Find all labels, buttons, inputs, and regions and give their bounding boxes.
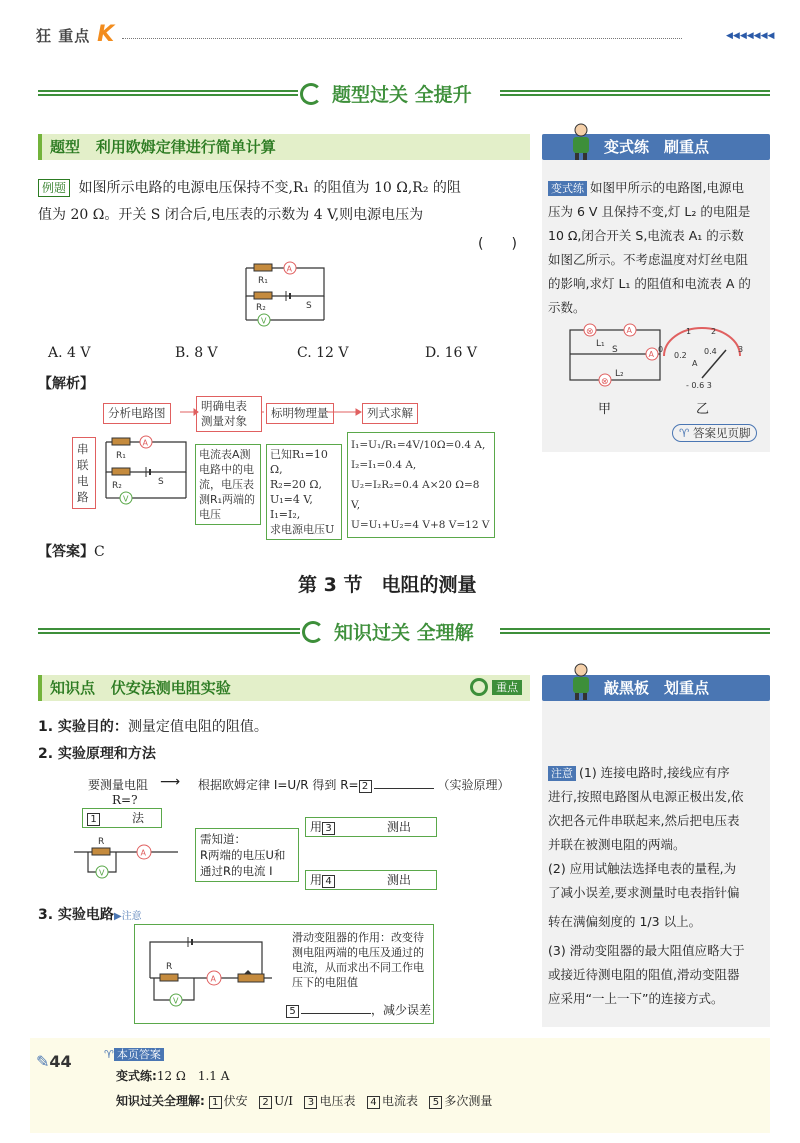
svg-text:L₂: L₂	[615, 369, 624, 379]
option-b[interactable]: B. 8 V	[175, 345, 218, 361]
svg-text:R: R	[166, 962, 173, 972]
note-tag: ▶注意	[113, 911, 142, 922]
side1-line: 10 Ω,闭合开关 S,电流表 A₁ 的示数	[548, 228, 744, 243]
svg-text:R₂: R₂	[112, 481, 122, 491]
knowledge-item1	[38, 716, 268, 736]
col3-line: U₁=4 V,	[270, 493, 313, 506]
brand-text: 狂 重点	[36, 27, 91, 45]
student-icon	[566, 122, 596, 160]
topic2-title: 伏安法测电阻实验	[110, 679, 231, 697]
swirl-icon	[300, 83, 322, 105]
answers-line1	[116, 1067, 229, 1084]
col3-line: 求电源电压U	[270, 523, 335, 536]
section2-title: 知识过关 全理解	[330, 622, 478, 644]
section1-title: 题型过关 全提升	[328, 84, 476, 106]
svg-text:R₁: R₁	[116, 451, 126, 461]
analysis-col4	[347, 432, 495, 538]
side1-line: 如图甲所示的电路图,电源电	[590, 180, 744, 195]
item1-text: 测量定值电阻的阻值。	[127, 719, 268, 735]
item3-line	[38, 904, 142, 924]
col3-line: R₂=20 Ω,	[270, 478, 323, 491]
use4-box	[305, 870, 437, 890]
answers-line2-label: 知识过关全理解:	[116, 1094, 205, 1108]
topic1-title: 利用欧姆定律进行简单计算	[95, 138, 276, 156]
side1-title: 变式练 刷重点	[604, 138, 710, 156]
series-circuit-label: 串联电路	[72, 437, 96, 509]
svg-text:0: 0	[658, 345, 664, 354]
page-number-text: 44	[49, 1052, 72, 1071]
section2-band	[38, 628, 300, 634]
blank-5: 5	[286, 1005, 299, 1018]
fig-b-label: 乙	[696, 402, 710, 417]
svg-text:- 0.6 3: - 0.6 3	[686, 381, 712, 390]
answer-1: 伏安	[223, 1094, 248, 1108]
need-u: R两端的电压U和	[200, 848, 286, 862]
blank-2: 2	[359, 780, 372, 793]
svg-text:R₂: R₂	[256, 303, 266, 313]
use3-post: 测出	[387, 820, 412, 834]
fig-a-label: 甲	[598, 402, 612, 417]
side2-line: 次把各元件串联起来,然后把电压表	[548, 813, 740, 828]
svg-text:⊗: ⊗	[601, 377, 609, 387]
answers-label	[104, 1046, 164, 1062]
answer-num-3: 3	[304, 1096, 317, 1109]
svg-text:3: 3	[738, 345, 744, 354]
ohm-text	[198, 776, 509, 793]
svg-text:A: A	[692, 359, 698, 368]
answers-label-text: 本页答案	[114, 1048, 164, 1061]
header-divider	[122, 38, 682, 39]
svg-text:0.2: 0.2	[674, 351, 687, 360]
experiment-circuit	[140, 930, 280, 1020]
page-number	[36, 1052, 72, 1071]
answer-num-5: 5	[429, 1096, 442, 1109]
svg-text:L₁: L₁	[596, 339, 605, 349]
header-arrows: ◀◀◀◀◀◀◀	[726, 31, 775, 41]
side1-line: 示数。	[548, 300, 586, 315]
side2-body	[548, 761, 770, 1011]
item3-label: 3. 实验电路	[38, 907, 114, 923]
rheostat-note: 滑动变阻器的作用：改变待测电阻两端的电压及通过的电流，从而求出不同工作电压下的电阻值	[292, 931, 424, 989]
pin-icon: ♈	[104, 1048, 114, 1061]
side2-line: (2) 应用试触法选择电表的量程,为	[548, 861, 737, 876]
answer-2: U/I	[274, 1094, 294, 1108]
topic2-label: 知识点	[50, 679, 96, 697]
see-answer-text: 答案见页脚	[692, 426, 751, 440]
example-circuit	[240, 258, 330, 332]
svg-text:V: V	[123, 494, 129, 504]
option-d[interactable]: D. 16 V	[425, 345, 478, 361]
answer-blank: ( )	[478, 236, 517, 252]
use4-post: 测出	[387, 873, 412, 887]
side1-line: 如图乙所示。不考虑温度对灯丝电阻	[548, 252, 749, 267]
analysis-circuit	[100, 432, 192, 512]
use3-pre: 用	[310, 820, 323, 834]
svg-text:V: V	[173, 996, 179, 1006]
blank-4: 4	[322, 875, 335, 888]
blank-3: 3	[322, 822, 335, 835]
svg-text:0.4: 0.4	[704, 347, 717, 356]
ammeter-dial-figure	[656, 326, 748, 396]
principle-circuit	[74, 834, 184, 884]
section2-band-right	[500, 628, 770, 634]
method-box	[82, 808, 162, 828]
svg-text:V: V	[99, 868, 105, 878]
answer-5: 多次测量	[444, 1094, 493, 1108]
answers-line2	[116, 1092, 492, 1109]
section1-band	[38, 90, 298, 96]
answer-num-2: 2	[259, 1096, 272, 1109]
principle-label: （实验原理）	[437, 778, 510, 792]
svg-text:V: V	[261, 316, 267, 326]
col3-line: I₁=I₂,	[270, 508, 301, 521]
arrow-right-icon: ⟶	[160, 774, 181, 790]
answers-line1-value: 12 Ω 1.1 A	[156, 1069, 230, 1083]
flow-step-4: 列式求解	[362, 403, 418, 424]
section1-title-wrap	[300, 80, 476, 106]
item1-label: 1. 实验目的：	[38, 719, 128, 735]
section1-band-right	[500, 90, 770, 96]
side2-title: 敲黑板 划重点	[604, 679, 710, 697]
side2-line: 并联在被测电阻的两端。	[548, 837, 686, 852]
key-point-label: 重点	[492, 680, 522, 695]
svg-text:2: 2	[711, 327, 717, 336]
pin-icon: ♈	[679, 426, 690, 440]
topic2-bar	[38, 675, 530, 701]
topic1-label: 题型	[50, 138, 81, 156]
answer-label: 【答案】	[38, 544, 94, 560]
answer-3: 电压表	[319, 1094, 356, 1108]
target-icon	[470, 678, 488, 696]
side1-tag: 变式练	[548, 181, 587, 196]
side2-line: (1) 连接电路时,接线应有序	[579, 765, 730, 780]
brand-k: K	[97, 22, 116, 47]
answer-line	[38, 541, 105, 561]
section-heading: 第 3 节 电阻的测量	[298, 574, 477, 596]
swirl-icon	[302, 621, 324, 643]
svg-text:A: A	[286, 264, 292, 274]
side2-line: 或接近待测电阻的阻值,滑动变阻器	[548, 967, 740, 982]
key-point-badge	[470, 678, 522, 698]
see-answer-badge	[672, 424, 757, 442]
col4-line: I₁=U₁/R₁=4V/10Ω=0.4 A,	[351, 439, 486, 451]
side2-line: 转在满偏刻度的 1/3 以上。	[548, 914, 702, 929]
svg-text:S: S	[306, 301, 312, 311]
answer-4: 电流表	[381, 1094, 418, 1108]
svg-text:A: A	[210, 974, 216, 984]
topic1-bar	[38, 134, 530, 160]
side2-line: (3) 滑动变阻器的最大阻值应略大于	[548, 943, 745, 958]
need-label: 需知道：	[200, 832, 246, 846]
side1-circuit-figure	[560, 322, 670, 394]
blank5-line	[286, 1001, 431, 1018]
analysis-col2: 电流表A测电路中的电流，电压表测R₁两端的电压	[195, 444, 261, 525]
flow-step-3: 标明物理量	[266, 403, 334, 424]
use3-box	[305, 817, 437, 837]
analysis-label: 【解析】	[38, 376, 94, 392]
measure-question: R=?	[112, 793, 138, 807]
item2-label: 2. 实验原理和方法	[38, 746, 156, 762]
svg-text:S: S	[158, 477, 164, 487]
col4-line: U=U₁+U₂=4 V+8 V=12 V	[351, 519, 490, 531]
option-a[interactable]: A. 4 V	[48, 345, 91, 361]
answer-num-4: 4	[367, 1096, 380, 1109]
svg-text:R: R	[98, 837, 105, 847]
side2-tag: 注意	[548, 766, 576, 781]
need-box	[195, 828, 299, 882]
teacher-icon	[566, 662, 596, 700]
answer-num-1: 1	[209, 1096, 222, 1109]
side1-line: 的影响,求灯 L₁ 的阻值和电流表 A 的	[548, 276, 751, 291]
svg-text:S: S	[612, 345, 618, 355]
example-tag: 例题	[38, 179, 70, 197]
answer-value: C	[94, 544, 105, 560]
reduce-error-text: ，减少误差	[371, 1003, 432, 1017]
brand-logo	[36, 22, 115, 47]
section2-title-wrap	[302, 618, 478, 644]
example-block	[38, 175, 538, 229]
col4-line: I₂=I₁=0.4 A,	[351, 459, 417, 471]
analysis-col3	[266, 444, 342, 540]
blank-1: 1	[87, 813, 100, 826]
need-i: 通过R的电流 I	[200, 864, 273, 878]
svg-text:A: A	[140, 848, 146, 858]
svg-text:A: A	[626, 326, 632, 335]
svg-text:R₁: R₁	[258, 276, 268, 286]
svg-text:A: A	[142, 438, 148, 448]
flow-step-1: 分析电路图	[103, 403, 171, 424]
side2-line: 进行,按照电路图从电源正极出发,依	[548, 789, 744, 804]
side1-line: 压为 6 V 且保持不变,灯 L₂ 的电阻是	[548, 204, 751, 219]
svg-text:⊗: ⊗	[586, 327, 594, 337]
example-line2: 值为 20 Ω。开关 S 闭合后,电压表的示数为 4 V,则电源电压为	[38, 207, 424, 223]
answers-line1-label: 变式练:	[116, 1069, 157, 1083]
pencil-icon: ✎	[36, 1052, 50, 1071]
col4-line: U₂=I₂R₂=0.4 A×20 Ω=8 V,	[351, 479, 480, 511]
svg-text:1: 1	[686, 327, 692, 336]
col3-line: 已知R₁=10 Ω,	[270, 448, 328, 476]
side2-line: 应采用“一上一下”的连接方式。	[548, 991, 724, 1006]
ohm-law-text: 根据欧姆定律 I=U/R 得到 R=	[198, 778, 359, 792]
side2-line: 了减小误差,要求测量时电表指针偏	[548, 885, 740, 900]
method-label: 法	[132, 811, 145, 825]
measure-label: 要测量电阻	[88, 778, 149, 792]
flow-arrows	[180, 406, 370, 418]
side1-body	[548, 176, 768, 320]
option-c[interactable]: C. 12 V	[297, 345, 349, 361]
flow-step-2: 明确电表测量对象	[196, 396, 262, 432]
example-line1: 如图所示电路的电源电压保持不变,R₁ 的阻值为 10 Ω,R₂ 的阻	[78, 180, 461, 196]
use4-pre: 用	[310, 873, 323, 887]
svg-text:A: A	[648, 350, 654, 359]
